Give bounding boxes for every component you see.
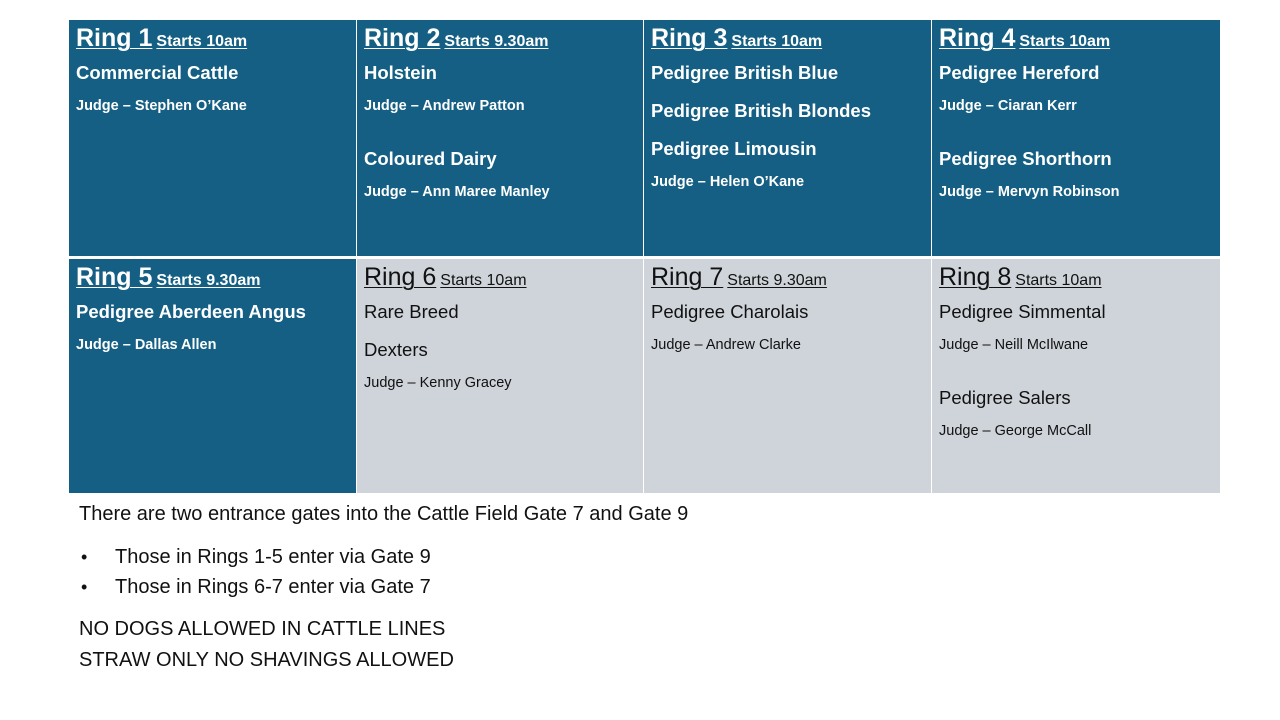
rule-straw-only: STRAW ONLY NO SHAVINGS ALLOWED	[79, 649, 454, 671]
breed-class: Holstein	[364, 62, 437, 83]
rules-block	[79, 614, 1179, 676]
ring-cell-3	[643, 20, 931, 256]
ring-entry	[939, 301, 1213, 354]
ring-start-time: Starts 9.30am	[156, 272, 261, 289]
judge-name: Judge – Stephen O’Kane	[76, 98, 247, 114]
breed-class: Pedigree Shorthorn	[939, 148, 1112, 169]
judge-name: Judge – Andrew Clarke	[651, 337, 801, 353]
ring-cell-8	[931, 256, 1220, 493]
breed-class: Pedigree Hereford	[939, 62, 1100, 83]
ring-heading	[939, 263, 1213, 295]
gate-list-item	[79, 542, 1179, 572]
gate-instruction: Those in Rings 1-5 enter via Gate 9	[115, 546, 431, 568]
ring-entry	[939, 62, 1213, 115]
ring-entry	[364, 148, 636, 201]
ring-start-time: Starts 10am	[440, 272, 527, 289]
ring-cell-7	[643, 256, 931, 493]
ring-name: Ring 8	[939, 263, 1012, 291]
ring-heading	[651, 263, 924, 295]
breed-class: Dexters	[364, 339, 428, 360]
ring-cell-1	[69, 20, 356, 256]
ring-heading	[364, 24, 636, 56]
ring-start-time: Starts 10am	[1015, 272, 1102, 289]
breed-class: Pedigree Limousin	[651, 138, 817, 159]
breed-class: Pedigree Salers	[939, 387, 1071, 408]
ring-name: Ring 6	[364, 263, 437, 291]
ring-entry	[651, 301, 924, 354]
judge-name: Judge – Dallas Allen	[76, 337, 217, 353]
gate-instruction: Those in Rings 6-7 enter via Gate 7	[115, 576, 431, 598]
ring-start-time: Starts 9.30am	[444, 33, 549, 50]
judge-name: Judge – George McCall	[939, 423, 1092, 439]
breed-class: Commercial Cattle	[76, 62, 239, 83]
entrance-notes	[79, 502, 1179, 676]
ring-entry	[364, 62, 636, 115]
ring-start-time: Starts 10am	[731, 33, 823, 50]
ring-name: Ring 7	[651, 263, 724, 291]
ring-start-time: Starts 9.30am	[727, 272, 827, 289]
ring-entry	[364, 301, 636, 392]
breed-class: Pedigree British Blondes	[651, 100, 871, 121]
judge-name: Judge – Mervyn Robinson	[939, 184, 1120, 200]
breed-class: Coloured Dairy	[364, 148, 497, 169]
rule-no-dogs: NO DOGS ALLOWED IN CATTLE LINES	[79, 618, 446, 640]
breed-class: Pedigree Charolais	[651, 301, 809, 322]
ring-start-time: Starts 10am	[1019, 33, 1111, 50]
ring-cell-4	[931, 20, 1220, 256]
ring-name: Ring 2	[364, 24, 441, 52]
ring-heading	[76, 24, 349, 56]
breed-class: Pedigree Aberdeen Angus	[76, 301, 306, 322]
ring-name: Ring 1	[76, 24, 153, 52]
breed-class: Rare Breed	[364, 301, 459, 322]
ring-heading	[651, 24, 924, 56]
entrance-intro: There are two entrance gates into the Cattle Field Gate 7 and Gate 9	[79, 503, 689, 525]
breed-class: Pedigree British Blue	[651, 62, 839, 83]
judge-name: Judge – Andrew Patton	[364, 98, 525, 114]
gate-list	[79, 542, 1179, 602]
bullet-icon: •	[81, 547, 88, 567]
ring-entry	[76, 62, 349, 115]
gate-list-item	[79, 572, 1179, 602]
ring-heading	[76, 263, 349, 295]
ring-cell-2	[356, 20, 643, 256]
judge-name: Judge – Neill McIlwane	[939, 337, 1089, 353]
ring-entry	[939, 387, 1213, 440]
ring-entry	[939, 148, 1213, 201]
ring-name: Ring 5	[76, 263, 153, 291]
ring-cell-6	[356, 256, 643, 493]
judge-name: Judge – Ann Maree Manley	[364, 184, 550, 200]
bullet-icon: •	[81, 577, 88, 597]
ring-entry	[76, 301, 349, 354]
judge-name: Judge – Ciaran Kerr	[939, 98, 1077, 114]
ring-heading	[939, 24, 1213, 56]
ring-heading	[364, 263, 636, 295]
judge-name: Judge – Kenny Gracey	[364, 375, 512, 391]
ring-start-time: Starts 10am	[156, 33, 248, 50]
ring-name: Ring 4	[939, 24, 1016, 52]
ring-entry	[651, 62, 924, 191]
ring-name: Ring 3	[651, 24, 728, 52]
judge-name: Judge – Helen O’Kane	[651, 174, 805, 190]
ring-cell-5	[69, 256, 356, 493]
ring-schedule-table	[69, 20, 1220, 493]
breed-class: Pedigree Simmental	[939, 301, 1106, 322]
